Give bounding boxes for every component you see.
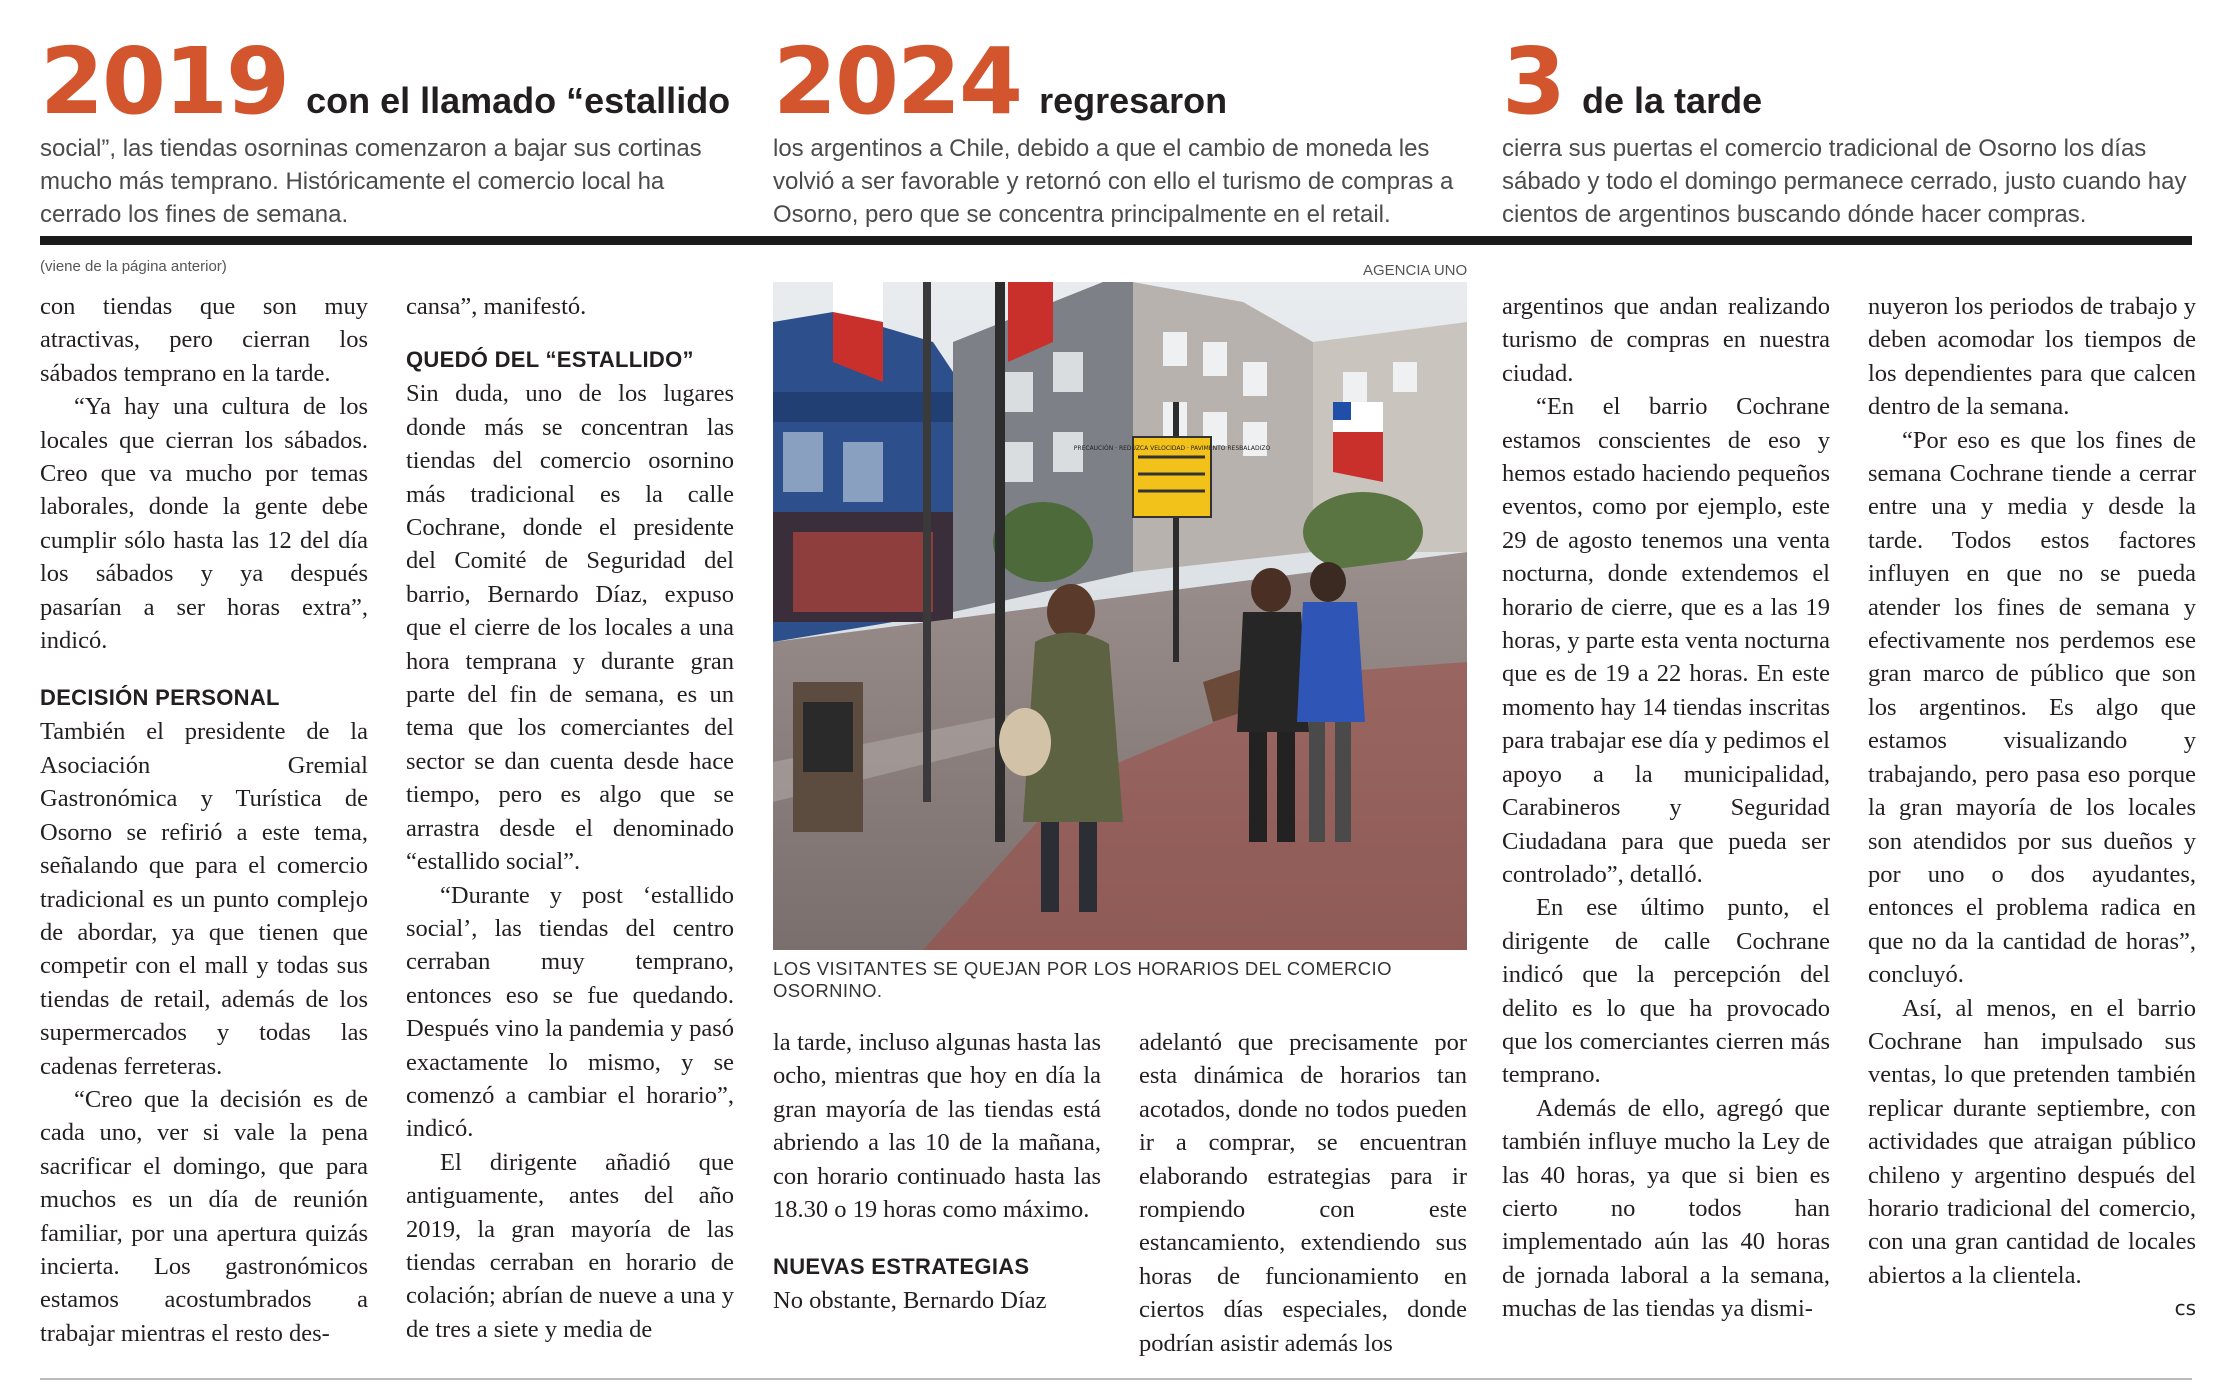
- column-5: [1502, 290, 1830, 1326]
- paragraph: “Durante y post ‘estallido social’, las tiendas del centro cerraban muy temprano, entonces eso se fue quedando. Después vino la pandemia y pasó exactamente lo mismo, y se comenzó a cambiar el horario”, indicó.: [406, 881, 734, 1143]
- continued-note: (viene de la página anterior): [40, 258, 227, 275]
- stat-number: 3: [1502, 28, 1565, 135]
- column-1: [40, 290, 368, 1350]
- stat-description: los argentinos a Chile, debido a que el cambio de moneda les volvió a ser favorable y retornó con ello el turismo de compras a Osorno, pero que se concentra principalmente en el retail.: [773, 135, 1454, 228]
- paragraph: No obstante, Bernardo Díaz: [773, 1287, 1047, 1315]
- paragraph: nuyeron los periodos de trabajo y deben acomodar los tiempos de los dependientes para que calcen dentro de la semana.: [1868, 293, 2196, 421]
- road-sign-text: PRECAUCIÓN · REDUZCA VELOCIDAD · PAVIMENTO RESBALADIZO: [1073, 445, 1271, 452]
- stat-number: 2024: [773, 28, 1022, 135]
- paragraph: “Creo que la decisión es de cada uno, ver si vale la pena sacrificar el domingo, que para muchos es un día de reunión familiar, por una apertura quizás incierta. Los gastronómicos estamos acostumbrados a trabajar mientras el resto des-: [40, 1085, 368, 1347]
- paragraph: con tiendas que son muy atractivas, pero cierran los sábados temprano en la tarde.: [40, 293, 368, 387]
- paragraph: argentinos que andan realizando turismo de compras en nuestra ciudad.: [1502, 293, 1830, 387]
- paragraph: “Por eso es que los fines de semana Cochrane tiende a cerrar entre una y media y desde la tarde. Todos estos factores influyen en que no se pueda atender los fines de semana y efectivamente nos perdemos ese gran marco de público que son los argentinos. Es algo que estamos visualizando y trabajando, pero pasa eso porque la gran mayoría de los locales son atendidos por sus dueños y por uno o dos ayudantes, entonces el problema radica en que no da la cantidad de horas”, concluyó.: [1868, 426, 2196, 989]
- photo-caption: LOS VISITANTES SE QUEJAN POR LOS HORARIOS DEL COMERCIO OSORNINO.: [773, 958, 1392, 1001]
- paragraph: Así, al menos, en el barrio Cochrane han impulsado sus ventas, lo que pretenden también replicar durante septiembre, con actividades que atraigan público chileno y argentino después del horario tradicional del comercio, con una gran cantidad de locales abiertos a la clientela.: [1868, 994, 2196, 1289]
- stat-2019: [40, 28, 740, 231]
- stat-lead: regresaron: [1039, 80, 1228, 121]
- bottom-rule: [40, 1378, 2192, 1380]
- street-photo: [773, 282, 1467, 950]
- paragraph: Además de ello, agregó que también influye mucho la Ley de las 40 horas, ya que si bien es cierto no todos han implementado aún las 40 horas de jornada laboral a la semana, muchas de las tiendas ya dismi-: [1502, 1094, 1830, 1323]
- header-rule: [40, 236, 2192, 245]
- paragraph: En ese último punto, el dirigente de calle Cochrane indicó que la percepción del delito es lo que ha provocado que los comerciantes cierren más temprano.: [1502, 894, 1830, 1089]
- end-mark: cs: [2174, 1296, 2196, 1321]
- paragraph: “En el barrio Cochrane estamos conscientes de eso y hemos estado haciendo pequeños eventos, como por ejemplo, este 29 de agosto tenemos una venta nocturna, donde extendemos el horario de cierre, que es a las 19 horas, y parte esta venta nocturna que es de 19 a 22 horas. En este momento hay 14 tiendas inscritas para trabajar ese día y pedimos el apoyo a la municipalidad, Carabineros y Seguridad Ciudadana para que pueda ser controlado”, detalló.: [1502, 393, 1830, 888]
- paragraph: “Ya hay una cultura de los locales que cierran los sábados. Creo que va mucho por temas laborales, donde la gente debe cumplir sólo hasta las 12 del día los sábados y ya después pasarían a ser horas extra”, indicó.: [40, 393, 368, 655]
- photo-credit: AGENCIA UNO: [1363, 262, 1468, 279]
- stat-lead: de la tarde: [1582, 80, 1763, 121]
- column-6: [1868, 290, 2196, 1326]
- column-2: [406, 290, 734, 1346]
- paragraph: adelantó que precisamente por esta dinámica de horarios tan acotados, donde no todos pueden ir a comprar, se encuentran elaborando estrategias para ir rompiendo con este estancamiento, extendiendo sus horas de funcionamiento en ciertos días especiales, donde podrían asistir además los: [1139, 1029, 1467, 1357]
- stat-description: social”, las tiendas osorninas comenzaron a bajar sus cortinas mucho más temprano. Históricamente el comercio local ha cerrado los fines de semana.: [40, 135, 702, 228]
- paragraph: cansa”, manifestó.: [406, 293, 587, 320]
- paragraph: También el presidente de la Asociación Gremial Gastronómica y Turística de Osorno se refirió a este tema, señalando que para el comercio tradicional es un punto complejo de abordar, ya que tienen que competir con el mall y todas sus tiendas de retail, además de los supermercados y todas las cadenas ferreteras.: [40, 718, 368, 1080]
- paragraph: El dirigente añadió que antiguamente, antes del año 2019, la gran mayoría de las tiendas cerraban en horario de colación; abrían de nueve a una y de tres a siete y media de: [406, 1148, 734, 1343]
- stat-2024: [773, 28, 1473, 231]
- stat-number: 2019: [40, 28, 289, 135]
- column-3: [773, 1026, 1101, 1318]
- stat-description: cierra sus puertas el comercio tradicional de Osorno los días sábado y todo el domingo permanece cerrado, justo cuando hay cientos de argentinos buscando dónde hacer compras.: [1502, 135, 2187, 228]
- column-4: [1139, 1026, 1467, 1360]
- stat-lead: con el llamado “estallido: [306, 80, 731, 121]
- subheading: QUEDÓ DEL “ESTALLIDO”: [406, 347, 694, 373]
- street-scene-illustration: [773, 282, 1467, 950]
- stat-3: [1502, 28, 2202, 231]
- subheading: DECISIÓN PERSONAL: [40, 685, 280, 711]
- paragraph: Sin duda, uno de los lugares donde más se concentran las tiendas del comercio osornino más tradicional es la calle Cochrane, donde el presidente del Comité de Seguridad del barrio, Bernardo Díaz, expuso que el cierre de los locales a una hora temprana y durante gran parte del fin de semana, es un tema que los comerciantes del sector se dan cuenta desde hace tiempo, pero es algo que se arrastra desde el denominado “estallido social”.: [406, 380, 734, 876]
- paragraph: la tarde, incluso algunas hasta las ocho, mientras que hoy en día la gran mayoría de las tiendas está abriendo a las 10 de la mañana, con horario continuado hasta las 18.30 o 19 horas como máximo.: [773, 1029, 1101, 1224]
- subheading: NUEVAS ESTRATEGIAS: [773, 1254, 1030, 1280]
